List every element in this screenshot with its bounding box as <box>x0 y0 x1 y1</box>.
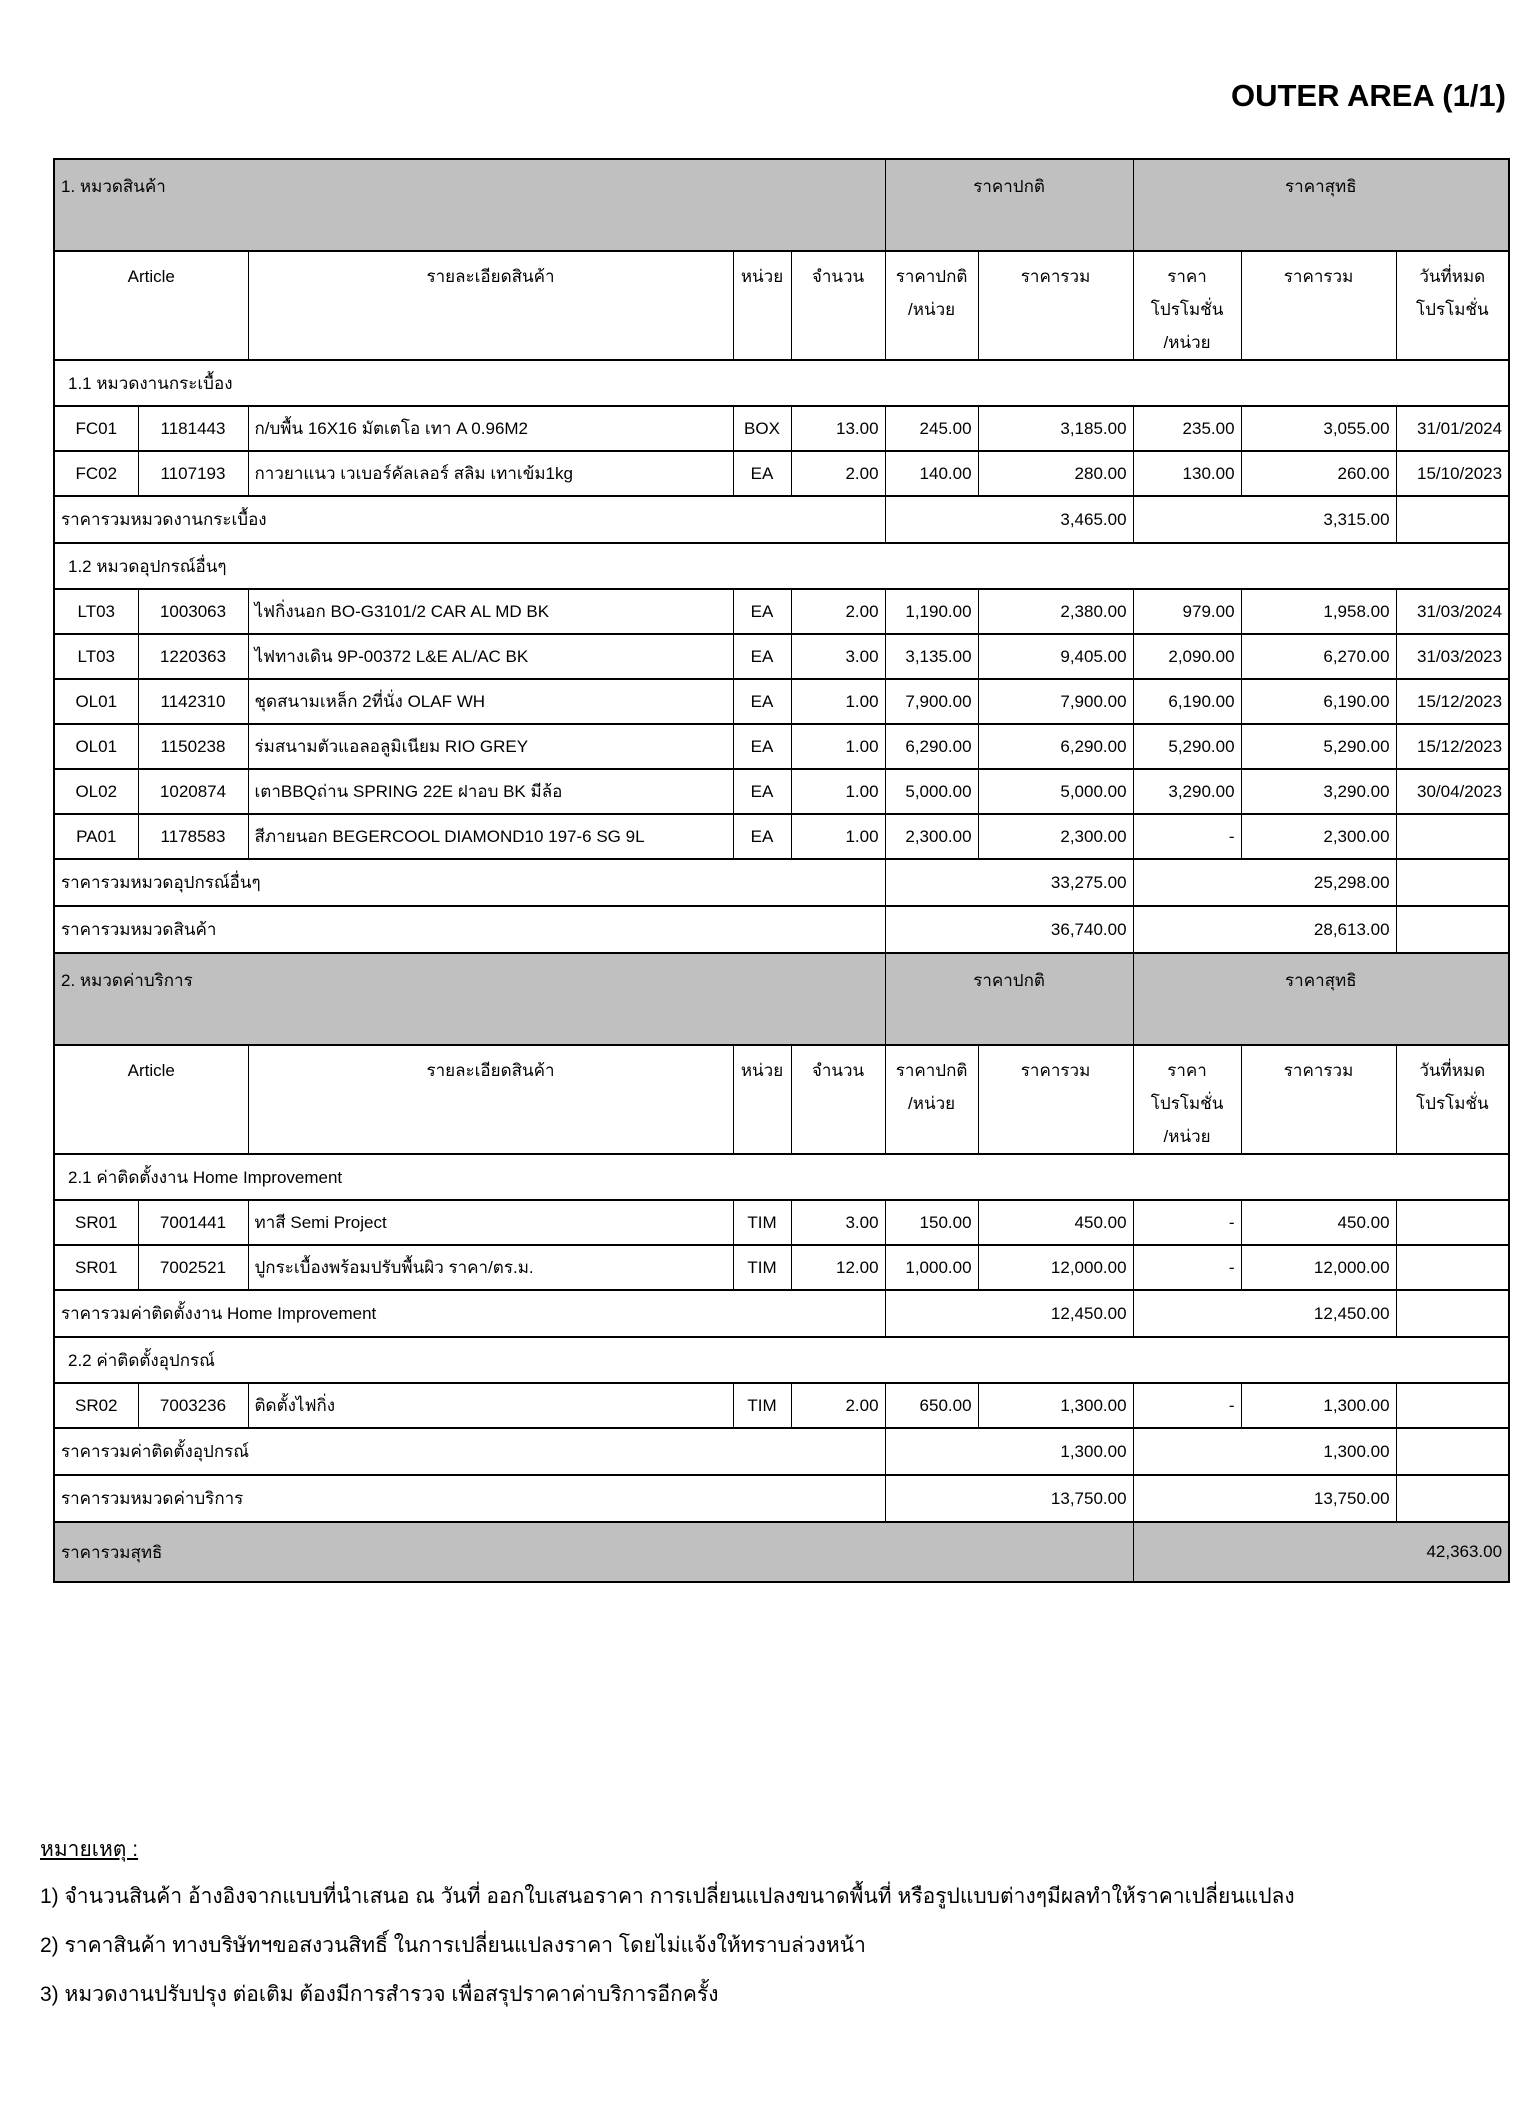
promo-total: 6,190.00 <box>1241 679 1396 724</box>
column-header-row <box>54 1045 1509 1154</box>
subsection-1-2-header <box>54 543 1509 589</box>
article-code: PA01 <box>54 814 138 859</box>
product-description: สีภายนอก BEGERCOOL DIAMOND10 197-6 SG 9L <box>248 814 733 859</box>
unit: EA <box>733 451 791 496</box>
article-sku: 1181443 <box>138 406 248 451</box>
subtotal-normal: 33,275.00 <box>885 859 1133 906</box>
subtotal-row <box>54 1428 1509 1475</box>
normal-total: 6,290.00 <box>978 724 1133 769</box>
unit: TIM <box>733 1383 791 1428</box>
col-quantity: จำนวน <box>791 251 885 360</box>
note-line: 1) จำนวนสินค้า อ้างอิงจากแบบที่นำเสนอ ณ วันที่ ออกใบเสนอราคา การเปลี่ยนแปลงขนาดพื้นที่ หรือรูปแบบต่างๆมีผลทำให้ราคาเปลี่ยนแปลง <box>40 1885 1295 1908</box>
note-line: 3) หมวดงานปรับปรุง ต่อเติม ต้องมีการสำรวจ เพื่อสรุปราคาค่าบริการอีกครั้ง <box>40 1983 719 2006</box>
promo-total: 5,290.00 <box>1241 724 1396 769</box>
column-header-row <box>54 251 1509 360</box>
subtotal-net: 1,300.00 <box>1133 1428 1396 1475</box>
article-code: SR01 <box>54 1200 138 1245</box>
subsection-title: 2.2 ค่าติดตั้งอุปกรณ์ <box>54 1337 1509 1383</box>
table-row <box>54 814 1509 859</box>
promo-total: 1,958.00 <box>1241 589 1396 634</box>
normal-unit-price: 5,000.00 <box>885 769 978 814</box>
promo-unit-price: 130.00 <box>1133 451 1241 496</box>
table-row <box>54 1245 1509 1290</box>
subtotal-normal: 3,465.00 <box>885 496 1133 543</box>
subtotal-row <box>54 859 1509 906</box>
subsection-title: 1.1 หมวดงานกระเบื้อง <box>54 360 1509 406</box>
promo-expiry <box>1396 1200 1509 1245</box>
product-description: ชุดสนามเหล็ก 2ที่นั่ง OLAF WH <box>248 679 733 724</box>
section1-group-header <box>54 159 1509 251</box>
table-row <box>54 589 1509 634</box>
product-description: ร่มสนามตัวแอลอลูมิเนียม RIO GREY <box>248 724 733 769</box>
product-description: กาวยาแนว เวเบอร์คัลเลอร์ สลิม เทาเข้ม1kg <box>248 451 733 496</box>
net-price-group-label: ราคาสุทธิ <box>1133 953 1509 1045</box>
article-sku: 7003236 <box>138 1383 248 1428</box>
normal-total: 7,900.00 <box>978 679 1133 724</box>
normal-unit-price: 150.00 <box>885 1200 978 1245</box>
quantity: 12.00 <box>791 1245 885 1290</box>
col-quantity: จำนวน <box>791 1045 885 1154</box>
promo-total: 6,270.00 <box>1241 634 1396 679</box>
promo-unit-price: 235.00 <box>1133 406 1241 451</box>
subtotal-row <box>54 496 1509 543</box>
normal-unit-price: 2,300.00 <box>885 814 978 859</box>
promo-unit-price: 2,090.00 <box>1133 634 1241 679</box>
promo-total: 450.00 <box>1241 1200 1396 1245</box>
article-sku: 1220363 <box>138 634 248 679</box>
col-promo-line3: /หน่วย <box>1163 333 1211 352</box>
promo-unit-price: - <box>1133 1383 1241 1428</box>
normal-total: 2,300.00 <box>978 814 1133 859</box>
unit: BOX <box>733 406 791 451</box>
unit: EA <box>733 634 791 679</box>
promo-unit-price: - <box>1133 1245 1241 1290</box>
article-sku: 1107193 <box>138 451 248 496</box>
quantity: 1.00 <box>791 724 885 769</box>
subtotal-label: ราคารวมค่าติดตั้งอุปกรณ์ <box>54 1428 885 1475</box>
service-description: ปูกระเบื้องพร้อมปรับพื้นผิว ราคา/ตร.ม. <box>248 1245 733 1290</box>
article-sku: 1150238 <box>138 724 248 769</box>
table-row <box>54 724 1509 769</box>
note-line: 2) ราคาสินค้า ทางบริษัทฯขอสงวนสิทธิ์ ในการเปลี่ยนแปลงราคา โดยไม่แจ้งให้ทราบล่วงหน้า <box>40 1934 866 1957</box>
quantity: 13.00 <box>791 406 885 451</box>
subtotal-normal: 12,450.00 <box>885 1290 1133 1337</box>
normal-unit-price: 7,900.00 <box>885 679 978 724</box>
table-row <box>54 679 1509 724</box>
subtotal-empty-cell <box>1396 1428 1509 1475</box>
col-normal-price-line2: /หน่วย <box>908 1094 956 1113</box>
table-row <box>54 1200 1509 1245</box>
quantity: 2.00 <box>791 451 885 496</box>
section-total-net: 28,613.00 <box>1133 906 1396 953</box>
page-title: OUTER AREA (1/1) <box>1230 78 1506 113</box>
normal-total: 280.00 <box>978 451 1133 496</box>
normal-price-group-label: ราคาปกติ <box>885 159 1133 251</box>
col-promo-line3: /หน่วย <box>1163 1127 1211 1146</box>
section-total-label: ราคารวมหมวดค่าบริการ <box>54 1475 885 1522</box>
col-promo-line1: ราคา <box>1167 1061 1207 1080</box>
section-total-normal: 13,750.00 <box>885 1475 1133 1522</box>
normal-total: 5,000.00 <box>978 769 1133 814</box>
unit: TIM <box>733 1200 791 1245</box>
table-row <box>54 1383 1509 1428</box>
grand-total-value: 42,363.00 <box>1133 1522 1509 1582</box>
subsection-2-1-header <box>54 1154 1509 1200</box>
table-row <box>54 406 1509 451</box>
quantity: 3.00 <box>791 1200 885 1245</box>
col-normal-unit-price <box>885 251 978 360</box>
normal-total: 12,000.00 <box>978 1245 1133 1290</box>
quantity: 2.00 <box>791 1383 885 1428</box>
article-code: FC01 <box>54 406 138 451</box>
unit: EA <box>733 679 791 724</box>
quantity: 1.00 <box>791 814 885 859</box>
quantity: 1.00 <box>791 679 885 724</box>
subtotal-row <box>54 1290 1509 1337</box>
subtotal-empty-cell <box>1396 1475 1509 1522</box>
footer-notes <box>40 1833 1536 2008</box>
subtotal-normal: 1,300.00 <box>885 1428 1133 1475</box>
col-promo-total: ราคารวม <box>1241 251 1396 360</box>
normal-total: 1,300.00 <box>978 1383 1133 1428</box>
section2-title: 2. หมวดค่าบริการ <box>54 953 885 1045</box>
promo-total: 2,300.00 <box>1241 814 1396 859</box>
normal-total: 450.00 <box>978 1200 1133 1245</box>
promo-unit-price: - <box>1133 1200 1241 1245</box>
col-expiry-line1: วันที่หมด <box>1419 267 1486 286</box>
promo-unit-price: 6,190.00 <box>1133 679 1241 724</box>
col-expiry-line1: วันที่หมด <box>1419 1061 1486 1080</box>
normal-unit-price: 650.00 <box>885 1383 978 1428</box>
subsection-2-2-header <box>54 1337 1509 1383</box>
unit: EA <box>733 814 791 859</box>
col-normal-price-line1: ราคาปกติ <box>895 1061 968 1080</box>
promo-total: 1,300.00 <box>1241 1383 1396 1428</box>
quantity: 2.00 <box>791 589 885 634</box>
article-sku: 7002521 <box>138 1245 248 1290</box>
col-promo-total: ราคารวม <box>1241 1045 1396 1154</box>
net-price-group-label: ราคาสุทธิ <box>1133 159 1509 251</box>
section-total-label: ราคารวมหมวดสินค้า <box>54 906 885 953</box>
article-sku: 1020874 <box>138 769 248 814</box>
article-code: SR01 <box>54 1245 138 1290</box>
product-description: ไฟกิ่งนอก BO-G3101/2 CAR AL MD BK <box>248 589 733 634</box>
col-expiry-line2: โปรโมชั่น <box>1416 1094 1489 1113</box>
subsection-title: 2.1 ค่าติดตั้งงาน Home Improvement <box>54 1154 1509 1200</box>
promo-unit-price: 5,290.00 <box>1133 724 1241 769</box>
col-article: Article <box>54 251 248 360</box>
product-description: ก/บพื้น 16X16 มัตเตโอ เทา A 0.96M2 <box>248 406 733 451</box>
table-row <box>54 634 1509 679</box>
promo-total: 3,055.00 <box>1241 406 1396 451</box>
promo-total: 3,290.00 <box>1241 769 1396 814</box>
section-total-net: 13,750.00 <box>1133 1475 1396 1522</box>
service-description: ทาสี Semi Project <box>248 1200 733 1245</box>
promo-expiry: 15/12/2023 <box>1396 679 1509 724</box>
promo-expiry: 15/10/2023 <box>1396 451 1509 496</box>
quantity: 3.00 <box>791 634 885 679</box>
product-description: ไฟทางเดิน 9P-00372 L&E AL/AC BK <box>248 634 733 679</box>
col-normal-total: ราคารวม <box>978 1045 1133 1154</box>
promo-expiry: 15/12/2023 <box>1396 724 1509 769</box>
col-promo-line2: โปรโมชั่น <box>1150 1094 1224 1113</box>
col-expiry-line2: โปรโมชั่น <box>1416 300 1489 319</box>
unit: EA <box>733 589 791 634</box>
col-normal-price-line2: /หน่วย <box>908 300 956 319</box>
subtotal-label: ราคารวมค่าติดตั้งงาน Home Improvement <box>54 1290 885 1337</box>
promo-expiry: 31/01/2024 <box>1396 406 1509 451</box>
section-total-normal: 36,740.00 <box>885 906 1133 953</box>
article-code: OL01 <box>54 679 138 724</box>
normal-total: 2,380.00 <box>978 589 1133 634</box>
col-article: Article <box>54 1045 248 1154</box>
subtotal-net: 12,450.00 <box>1133 1290 1396 1337</box>
service-description: ติดตั้งไฟกิ่ง <box>248 1383 733 1428</box>
normal-unit-price: 1,190.00 <box>885 589 978 634</box>
col-normal-price-line1: ราคาปกติ <box>895 267 968 286</box>
col-promo-expiry <box>1396 1045 1509 1154</box>
promo-expiry: 31/03/2023 <box>1396 634 1509 679</box>
promo-expiry <box>1396 1245 1509 1290</box>
article-code: LT03 <box>54 634 138 679</box>
section1-title: 1. หมวดสินค้า <box>54 159 885 251</box>
article-code: LT03 <box>54 589 138 634</box>
col-unit: หน่วย <box>733 251 791 360</box>
normal-total: 9,405.00 <box>978 634 1133 679</box>
unit: TIM <box>733 1245 791 1290</box>
article-code: OL02 <box>54 769 138 814</box>
col-normal-total: ราคารวม <box>978 251 1133 360</box>
promo-total: 12,000.00 <box>1241 1245 1396 1290</box>
promo-expiry <box>1396 1383 1509 1428</box>
subtotal-net: 25,298.00 <box>1133 859 1396 906</box>
subsection-title: 1.2 หมวดอุปกรณ์อื่นๆ <box>54 543 1509 589</box>
col-unit: หน่วย <box>733 1045 791 1154</box>
article-sku: 1003063 <box>138 589 248 634</box>
subtotal-empty-cell <box>1396 1290 1509 1337</box>
section1-total-row <box>54 906 1509 953</box>
promo-unit-price: 979.00 <box>1133 589 1241 634</box>
article-code: SR02 <box>54 1383 138 1428</box>
col-normal-unit-price <box>885 1045 978 1154</box>
subtotal-label: ราคารวมหมวดอุปกรณ์อื่นๆ <box>54 859 885 906</box>
unit: EA <box>733 769 791 814</box>
normal-unit-price: 1,000.00 <box>885 1245 978 1290</box>
subtotal-empty-cell <box>1396 859 1509 906</box>
promo-total: 260.00 <box>1241 451 1396 496</box>
article-sku: 1142310 <box>138 679 248 724</box>
unit: EA <box>733 724 791 769</box>
col-promo-unit-price <box>1133 1045 1241 1154</box>
article-sku: 1178583 <box>138 814 248 859</box>
subsection-1-1-header <box>54 360 1509 406</box>
article-sku: 7001441 <box>138 1200 248 1245</box>
promo-expiry: 31/03/2024 <box>1396 589 1509 634</box>
promo-unit-price: - <box>1133 814 1241 859</box>
subtotal-empty-cell <box>1396 906 1509 953</box>
subtotal-label: ราคารวมหมวดงานกระเบื้อง <box>54 496 885 543</box>
product-description: เตาBBQถ่าน SPRING 22E ฝาอบ BK มีล้อ <box>248 769 733 814</box>
normal-price-group-label: ราคาปกติ <box>885 953 1133 1045</box>
col-promo-line1: ราคา <box>1167 267 1207 286</box>
quantity: 1.00 <box>791 769 885 814</box>
normal-total: 3,185.00 <box>978 406 1133 451</box>
col-description: รายละเอียดสินค้า <box>248 1045 733 1154</box>
grand-total-label: ราคารวมสุทธิ <box>54 1522 1133 1582</box>
col-promo-unit-price <box>1133 251 1241 360</box>
table-row <box>54 451 1509 496</box>
quotation-table <box>53 158 1510 1583</box>
section2-total-row <box>54 1475 1509 1522</box>
notes-header: หมายเหตุ : <box>40 1838 139 1861</box>
section2-group-header <box>54 953 1509 1045</box>
col-promo-expiry <box>1396 251 1509 360</box>
promo-expiry: 30/04/2023 <box>1396 769 1509 814</box>
col-promo-line2: โปรโมชั่น <box>1150 300 1224 319</box>
promo-expiry <box>1396 814 1509 859</box>
table-row <box>54 769 1509 814</box>
article-code: OL01 <box>54 724 138 769</box>
normal-unit-price: 6,290.00 <box>885 724 978 769</box>
subtotal-empty-cell <box>1396 496 1509 543</box>
promo-unit-price: 3,290.00 <box>1133 769 1241 814</box>
normal-unit-price: 245.00 <box>885 406 978 451</box>
normal-unit-price: 140.00 <box>885 451 978 496</box>
col-description: รายละเอียดสินค้า <box>248 251 733 360</box>
grand-total-row <box>54 1522 1509 1582</box>
article-code: FC02 <box>54 451 138 496</box>
subtotal-net: 3,315.00 <box>1133 496 1396 543</box>
normal-unit-price: 3,135.00 <box>885 634 978 679</box>
